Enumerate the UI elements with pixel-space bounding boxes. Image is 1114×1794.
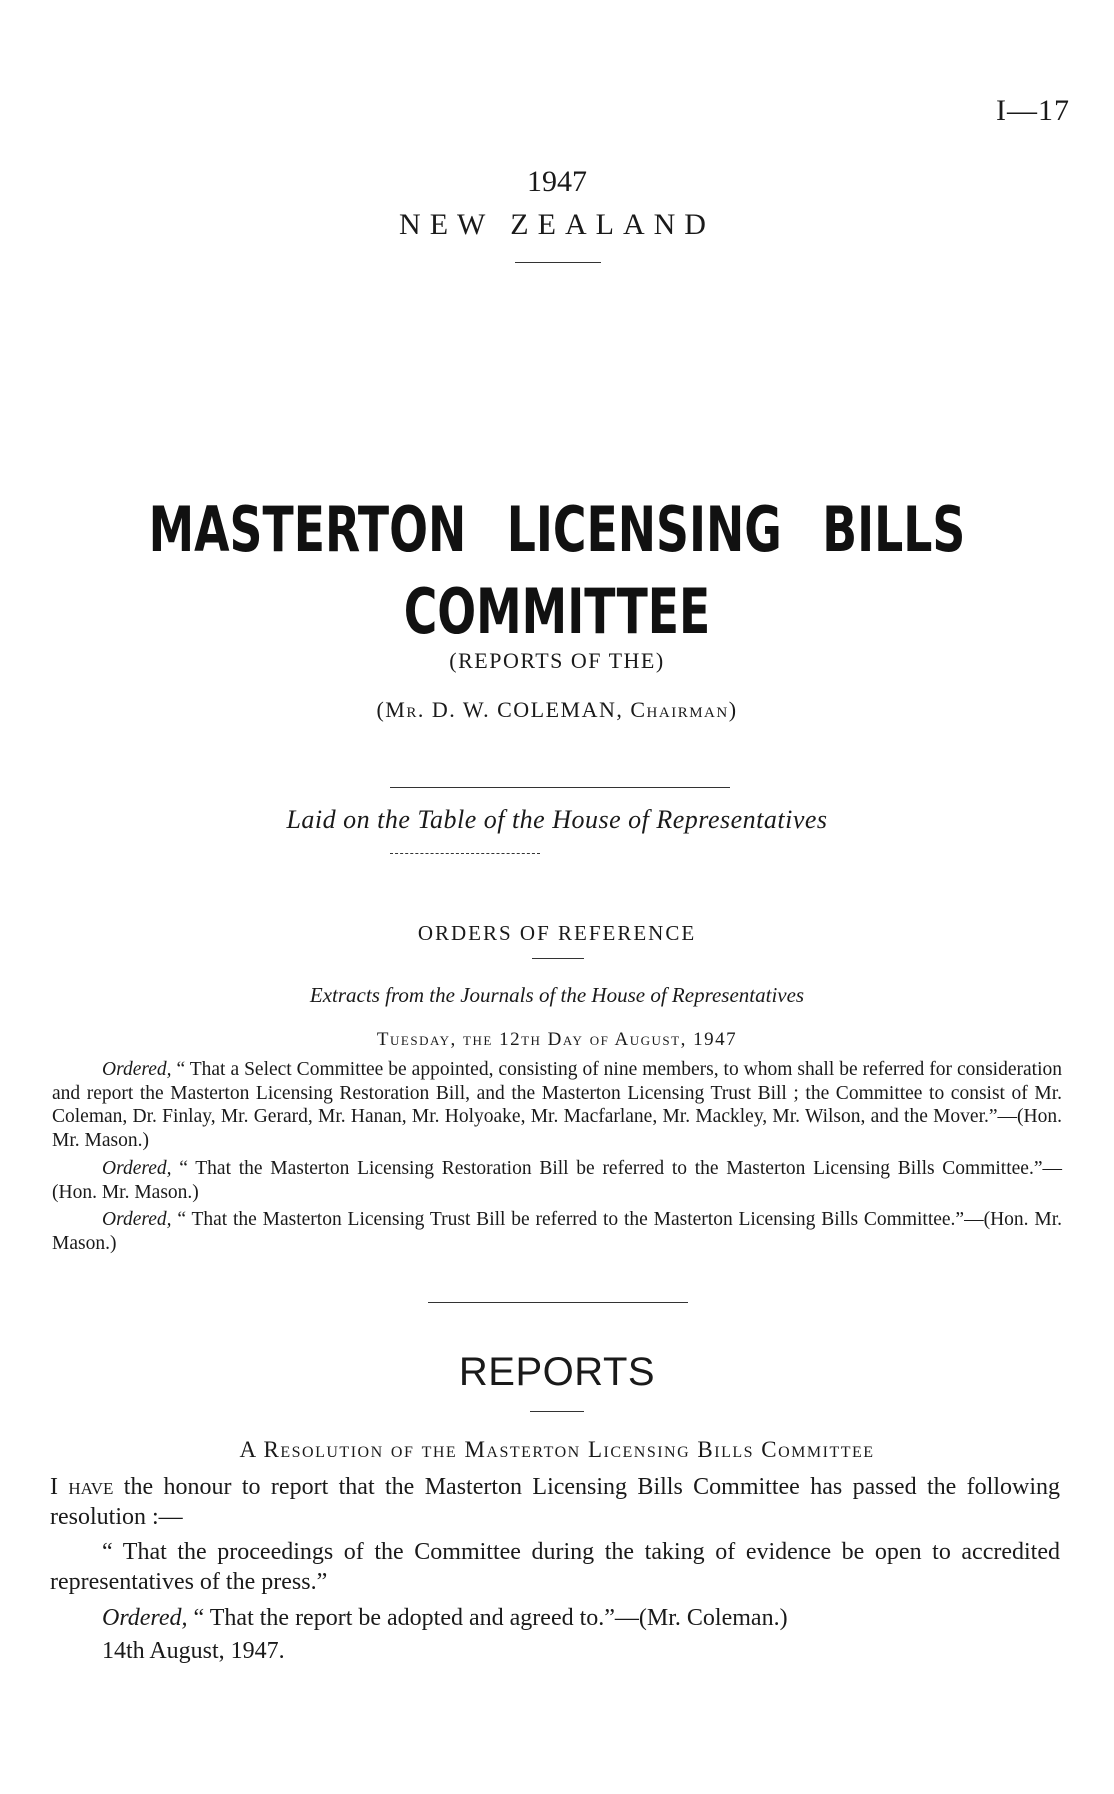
report-intro-text: the honour to report that the Masterton Licensing Bills Committee has passed the following resolution :—	[50, 1474, 1060, 1530]
ordered-label: Ordered,	[102, 1059, 172, 1080]
ordered-label: Ordered,	[102, 1605, 188, 1631]
report-ordered-text: “ That the report be adopted and agreed to.”—(Mr. Coleman.)	[187, 1605, 788, 1631]
chairman-open-paren: (	[376, 697, 386, 722]
order-paragraph	[52, 1157, 1062, 1204]
year: 1947	[527, 165, 587, 198]
report-intro	[50, 1472, 1060, 1532]
chairman-subtitle	[0, 697, 1114, 723]
chairman-name: D. W. COLEMAN,	[424, 697, 631, 722]
report-date: 14th August, 1947.	[102, 1638, 285, 1664]
document-title-line-2: COMMITTEE	[403, 575, 711, 648]
divider	[530, 1411, 584, 1412]
chairman-close-paren: )	[728, 697, 738, 722]
order-date-line: Tuesday, the 12th Day of August, 1947	[376, 1029, 738, 1050]
order-text: “ That a Select Committee be appointed, consisting of nine members, to whom shall be referred for consideration and report the Masterton Licensing Restoration Bill, and the Masterton Licensing Trust Bill ; the Committee to consist of Mr. Coleman, Dr. Finlay, Mr. Gerard, Mr. Hanan, Mr. Holyoake, Mr. Macfarlane, Mr. Mackley, Mr. Wilson, and the Mover.”—(Hon. Mr. Mason.)	[52, 1059, 1062, 1151]
report-resolution-quote: “ That the proceedings of the Committee during the taking of evidence be open to accredited representatives of the press.”	[50, 1539, 1060, 1595]
reports-heading: REPORTS	[458, 1350, 656, 1394]
report-ordered	[102, 1603, 1062, 1633]
chairman-role: Chairman	[630, 697, 729, 722]
order-paragraph	[52, 1208, 1062, 1255]
divider	[390, 853, 540, 854]
chairman-title: Mr.	[385, 697, 425, 722]
journal-extracts: Extracts from the Journals of the House of Representatives	[309, 983, 805, 1007]
laid-on-table: Laid on the Table of the House of Representatives	[286, 805, 828, 834]
order-text: “ That the Masterton Licensing Restoration Bill be referred to the Masterton Licensing Bills Committee.”—(Hon. Mr. Mason.)	[52, 1158, 1062, 1203]
orders-of-reference-heading: ORDERS OF REFERENCE	[417, 921, 697, 945]
divider	[515, 262, 601, 263]
resolution-heading: A Resolution of the Masterton Licensing Bills Committee	[239, 1437, 875, 1462]
document-title-line-1: MASTERTON LICENSING BILLS	[148, 493, 966, 566]
ordered-label: Ordered,	[102, 1209, 172, 1230]
ordered-label: Ordered,	[102, 1158, 172, 1179]
divider	[428, 1302, 688, 1303]
report-intro-lead: I have	[50, 1474, 114, 1500]
divider	[390, 787, 730, 788]
page-reference: I—17	[996, 94, 1070, 127]
order-paragraph	[52, 1058, 1062, 1152]
order-text: “ That the Masterton Licensing Trust Bill be referred to the Masterton Licensing Bills Committee.”—(Hon. Mr. Mason.)	[52, 1209, 1062, 1254]
country: NEW ZEALAND	[399, 208, 715, 241]
divider	[532, 958, 584, 959]
reports-of-subtitle: (REPORTS OF THE)	[449, 648, 665, 673]
